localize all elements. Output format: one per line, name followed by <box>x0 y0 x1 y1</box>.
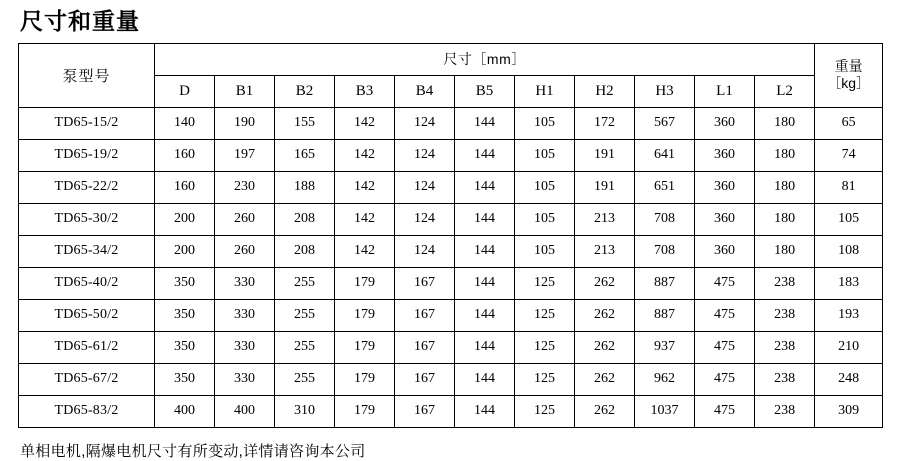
cell-h3: 937 <box>635 331 695 363</box>
cell-h1: 125 <box>515 299 575 331</box>
cell-b5: 144 <box>455 395 515 427</box>
header-b2: B2 <box>275 75 335 107</box>
cell-h2: 262 <box>575 267 635 299</box>
cell-d: 200 <box>155 203 215 235</box>
cell-l1: 475 <box>695 363 755 395</box>
dimensions-weight-table <box>18 43 883 428</box>
cell-b2: 208 <box>275 235 335 267</box>
cell-h1: 125 <box>515 395 575 427</box>
header-b4: B4 <box>395 75 455 107</box>
header-h2: H2 <box>575 75 635 107</box>
header-b5: B5 <box>455 75 515 107</box>
table-row <box>19 395 883 427</box>
cell-b1: 330 <box>215 363 275 395</box>
cell-d: 400 <box>155 395 215 427</box>
cell-l2: 180 <box>755 203 815 235</box>
cell-b5: 144 <box>455 235 515 267</box>
cell-h2: 262 <box>575 299 635 331</box>
cell-b1: 330 <box>215 331 275 363</box>
cell-b4: 167 <box>395 299 455 331</box>
header-b3: B3 <box>335 75 395 107</box>
cell-weight: 210 <box>815 331 883 363</box>
cell-weight: 65 <box>815 107 883 139</box>
cell-l1: 475 <box>695 331 755 363</box>
cell-weight: 81 <box>815 171 883 203</box>
cell-b1: 330 <box>215 267 275 299</box>
cell-weight: 74 <box>815 139 883 171</box>
cell-b3: 179 <box>335 363 395 395</box>
cell-h3: 641 <box>635 139 695 171</box>
cell-b4: 167 <box>395 331 455 363</box>
cell-b2: 255 <box>275 331 335 363</box>
cell-l1: 360 <box>695 235 755 267</box>
cell-b2: 310 <box>275 395 335 427</box>
cell-b4: 167 <box>395 395 455 427</box>
cell-model: TD65-40/2 <box>19 267 155 299</box>
cell-b4: 124 <box>395 107 455 139</box>
cell-h2: 262 <box>575 331 635 363</box>
footnote: 单相电机,隔爆电机尺寸有所变动,详情请咨询本公司 <box>20 442 366 460</box>
cell-h2: 262 <box>575 363 635 395</box>
cell-h1: 105 <box>515 171 575 203</box>
cell-l1: 360 <box>695 203 755 235</box>
header-weight-line2: ［kg］ <box>827 75 871 92</box>
table-row <box>19 363 883 395</box>
cell-weight: 309 <box>815 395 883 427</box>
header-model: 泵型号 <box>19 43 155 107</box>
cell-model: TD65-50/2 <box>19 299 155 331</box>
cell-h2: 213 <box>575 235 635 267</box>
table-row <box>19 107 883 139</box>
cell-h2: 191 <box>575 171 635 203</box>
cell-b1: 400 <box>215 395 275 427</box>
cell-b1: 197 <box>215 139 275 171</box>
cell-l1: 360 <box>695 139 755 171</box>
cell-l2: 238 <box>755 267 815 299</box>
cell-b5: 144 <box>455 299 515 331</box>
cell-h3: 708 <box>635 203 695 235</box>
cell-b2: 165 <box>275 139 335 171</box>
cell-b5: 144 <box>455 203 515 235</box>
table-row <box>19 267 883 299</box>
cell-h3: 708 <box>635 235 695 267</box>
cell-d: 350 <box>155 299 215 331</box>
cell-l1: 360 <box>695 171 755 203</box>
cell-weight: 105 <box>815 203 883 235</box>
cell-b4: 167 <box>395 267 455 299</box>
cell-b2: 255 <box>275 267 335 299</box>
cell-b1: 260 <box>215 235 275 267</box>
cell-b1: 190 <box>215 107 275 139</box>
cell-h3: 887 <box>635 267 695 299</box>
header-h3: H3 <box>635 75 695 107</box>
cell-l1: 360 <box>695 107 755 139</box>
cell-b4: 167 <box>395 363 455 395</box>
cell-l2: 238 <box>755 299 815 331</box>
cell-d: 140 <box>155 107 215 139</box>
cell-h3: 1037 <box>635 395 695 427</box>
table-row <box>19 299 883 331</box>
cell-l2: 180 <box>755 235 815 267</box>
cell-model: TD65-67/2 <box>19 363 155 395</box>
page-root <box>0 8 900 460</box>
table-body <box>19 107 883 427</box>
cell-d: 350 <box>155 267 215 299</box>
cell-l1: 475 <box>695 267 755 299</box>
cell-h3: 651 <box>635 171 695 203</box>
header-l2: L2 <box>755 75 815 107</box>
cell-h3: 567 <box>635 107 695 139</box>
cell-weight: 183 <box>815 267 883 299</box>
header-l1: L1 <box>695 75 755 107</box>
cell-h1: 125 <box>515 331 575 363</box>
cell-h2: 191 <box>575 139 635 171</box>
table-row <box>19 139 883 171</box>
page-title: 尺寸和重量 <box>20 8 140 34</box>
cell-b4: 124 <box>395 235 455 267</box>
cell-b4: 124 <box>395 203 455 235</box>
cell-d: 160 <box>155 139 215 171</box>
cell-b5: 144 <box>455 363 515 395</box>
cell-b3: 142 <box>335 235 395 267</box>
cell-l2: 180 <box>755 139 815 171</box>
cell-d: 350 <box>155 363 215 395</box>
cell-b1: 260 <box>215 203 275 235</box>
cell-b3: 179 <box>335 331 395 363</box>
table-row <box>19 235 883 267</box>
header-weight-line1: 重量 <box>834 57 863 74</box>
cell-h2: 262 <box>575 395 635 427</box>
cell-b2: 188 <box>275 171 335 203</box>
cell-b3: 179 <box>335 395 395 427</box>
cell-b2: 208 <box>275 203 335 235</box>
cell-l1: 475 <box>695 299 755 331</box>
header-dimension-group: 尺寸［mm］ <box>155 43 815 75</box>
table-row <box>19 331 883 363</box>
cell-b5: 144 <box>455 267 515 299</box>
cell-h3: 887 <box>635 299 695 331</box>
cell-b2: 255 <box>275 299 335 331</box>
cell-l2: 238 <box>755 363 815 395</box>
cell-h1: 105 <box>515 235 575 267</box>
cell-b3: 142 <box>335 139 395 171</box>
cell-d: 350 <box>155 331 215 363</box>
cell-b3: 142 <box>335 171 395 203</box>
cell-b4: 124 <box>395 139 455 171</box>
cell-h2: 213 <box>575 203 635 235</box>
cell-model: TD65-19/2 <box>19 139 155 171</box>
cell-h1: 105 <box>515 203 575 235</box>
cell-b5: 144 <box>455 139 515 171</box>
table-row <box>19 203 883 235</box>
cell-weight: 108 <box>815 235 883 267</box>
cell-b3: 179 <box>335 299 395 331</box>
cell-model: TD65-61/2 <box>19 331 155 363</box>
cell-b2: 155 <box>275 107 335 139</box>
header-h1: H1 <box>515 75 575 107</box>
cell-h1: 125 <box>515 363 575 395</box>
cell-h1: 105 <box>515 107 575 139</box>
cell-l2: 238 <box>755 395 815 427</box>
cell-b5: 144 <box>455 107 515 139</box>
cell-d: 160 <box>155 171 215 203</box>
cell-model: TD65-83/2 <box>19 395 155 427</box>
cell-h1: 125 <box>515 267 575 299</box>
cell-h3: 962 <box>635 363 695 395</box>
cell-weight: 248 <box>815 363 883 395</box>
cell-model: TD65-15/2 <box>19 107 155 139</box>
header-b1: B1 <box>215 75 275 107</box>
cell-b5: 144 <box>455 171 515 203</box>
cell-model: TD65-22/2 <box>19 171 155 203</box>
table-row <box>19 171 883 203</box>
cell-l1: 475 <box>695 395 755 427</box>
cell-l2: 180 <box>755 171 815 203</box>
cell-b4: 124 <box>395 171 455 203</box>
cell-h1: 105 <box>515 139 575 171</box>
cell-b3: 142 <box>335 203 395 235</box>
table-header-row-1 <box>19 43 883 75</box>
cell-b5: 144 <box>455 331 515 363</box>
cell-h2: 172 <box>575 107 635 139</box>
cell-b1: 330 <box>215 299 275 331</box>
cell-b3: 179 <box>335 267 395 299</box>
cell-b1: 230 <box>215 171 275 203</box>
header-d: D <box>155 75 215 107</box>
cell-model: TD65-30/2 <box>19 203 155 235</box>
cell-model: TD65-34/2 <box>19 235 155 267</box>
cell-l2: 238 <box>755 331 815 363</box>
cell-b3: 142 <box>335 107 395 139</box>
cell-l2: 180 <box>755 107 815 139</box>
cell-weight: 193 <box>815 299 883 331</box>
table-header <box>19 43 883 107</box>
cell-b2: 255 <box>275 363 335 395</box>
cell-d: 200 <box>155 235 215 267</box>
header-weight <box>815 43 883 107</box>
